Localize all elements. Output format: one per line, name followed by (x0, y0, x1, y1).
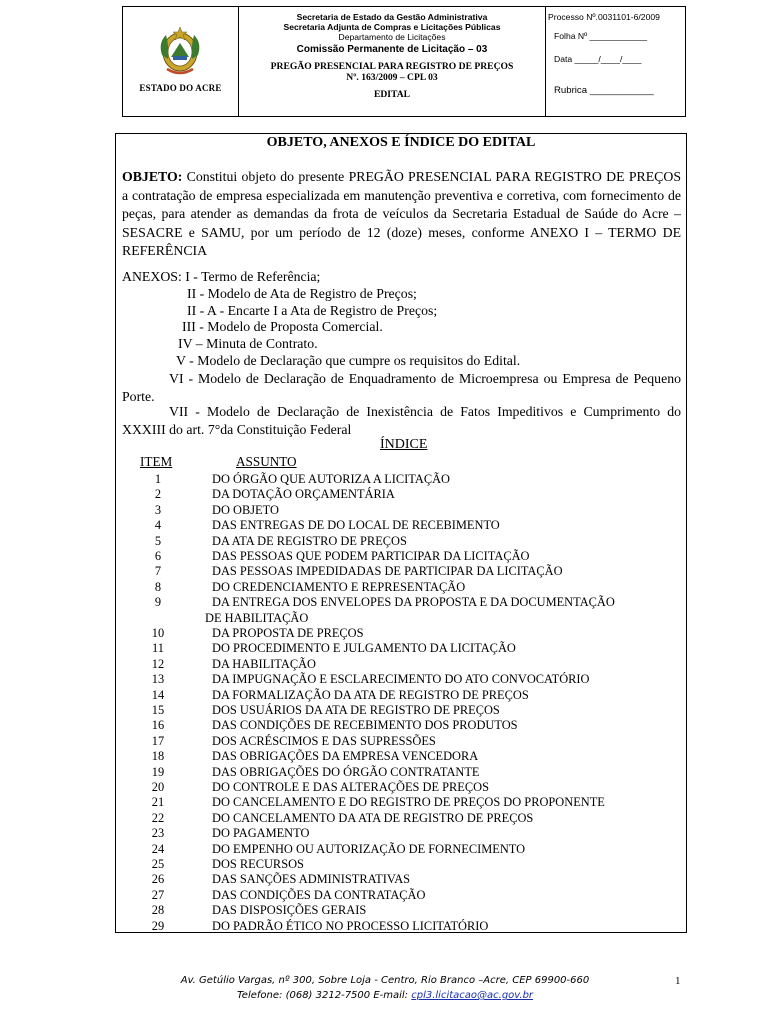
objeto-text: Constitui objeto do presente PREGÃO PRESENCIAL PARA REGISTRO DE PREÇOS a contratação de empresa especializada em manutenção preventiva e corretiva, com fornecimento de peças, para atender as demandas da frota de veículos da Secretaria Estadual de Saúde do Acre – SESACRE e SAMU, por um período de 12 (doze) meses, conforme ANEXO I – TERMO DE REFERÊNCIA (122, 169, 681, 258)
index-item-subject: DAS DISPOSIÇÕES GERAIS (212, 903, 367, 918)
department-line: Departamento de Licitações (338, 32, 446, 42)
index-item-subject: DOS ACRÉSCIMOS E DAS SUPRESSÕES (212, 733, 436, 748)
index-item-subject: DA DOTAÇÃO ORÇAMENTÁRIA (212, 487, 395, 502)
index-item-subject: DO CONTROLE E DAS ALTERAÇÕES DE PREÇOS (212, 780, 489, 794)
index-item-subject: DO PAGAMENTO (212, 826, 310, 841)
index-item-number: 21 (151, 795, 165, 810)
initials-field: Rubrica ____________ (554, 85, 654, 96)
footer-address: Av. Getúlio Vargas, nº 300, Sobre Loja - Centro, Rio Branco –Acre, CEP 69900-660 (180, 975, 590, 986)
process-number: Processo Nº.0031101-6/2009 (548, 12, 660, 22)
objeto-label: OBJETO: (122, 169, 183, 184)
index-item-number: 27 (151, 887, 165, 902)
index-column-item: ITEM (140, 454, 173, 469)
index-item-number: 13 (151, 672, 165, 687)
sheet-number-field: Folha Nº ____________ (554, 31, 647, 41)
annex-item-2: II - Modelo de Ata de Registro de Preços; (187, 286, 417, 301)
index-item-number: 3 (154, 502, 162, 517)
objeto-paragraph (122, 168, 681, 261)
index-item-subject: DAS ENTREGAS DE DO LOCAL DE RECEBIMENTO (212, 518, 500, 533)
index-item-subject: DOS RECURSOS (212, 857, 304, 871)
index-item-number: 12 (151, 656, 165, 671)
index-item-number: 16 (151, 718, 165, 733)
index-item-number: 10 (151, 626, 165, 640)
index-item-subject: DO OBJETO (212, 502, 279, 517)
header-emblem-cell (123, 7, 239, 116)
index-item-number: 5 (154, 533, 162, 548)
header-title-cell (239, 7, 546, 116)
index-item-subject: DO CANCELAMENTO DA ATA DE REGISTRO DE PREÇOS (212, 810, 534, 825)
index-item-number: 9 (154, 595, 162, 610)
index-item-subject-continuation: DE HABILITAÇÃO (205, 610, 309, 625)
index-item-subject: DA PROPOSTA DE PREÇOS (212, 626, 364, 640)
index-item-number: 25 (151, 857, 165, 871)
index-item-number: 29 (151, 918, 165, 933)
index-item-subject: DAS OBRIGAÇÕES DA EMPRESA VENCEDORA (212, 749, 479, 764)
sub-secretariat-line: Secretaria Adjunta de Compras e Licitações Públicas (283, 22, 501, 32)
annex-item-5: V - Modelo de Declaração que cumpre os requisitos do Edital. (176, 353, 521, 368)
pregao-number: Nº. 163/2009 – CPL 03 (346, 72, 438, 83)
index-item-subject: DO EMPENHO OU AUTORIZAÇÃO DE FORNECIMENTO (212, 841, 526, 856)
footer-phone: Telefone: (068) 3212-7500 E-mail: (236, 990, 412, 1001)
index-column-subject: ASSUNTO (236, 454, 297, 469)
index-item-number: 6 (154, 549, 162, 563)
index-item-subject: DA ENTREGA DOS ENVELOPES DA PROPOSTA E DA DOCUMENTAÇÃO (212, 595, 615, 610)
index-item-number: 23 (151, 826, 165, 841)
annex-item-2a: II - A - Encarte I a Ata de Registro de Preços; (187, 303, 438, 318)
acre-coat-of-arms-icon (157, 25, 203, 77)
annex-item-4: IV – Minuta de Contrato. (178, 336, 318, 351)
document-header (122, 6, 686, 117)
index-item-subject: DAS CONDIÇÕES DE RECEBIMENTO DOS PRODUTOS (212, 718, 518, 733)
header-process-cell (546, 7, 685, 116)
index-item-subject: DAS OBRIGAÇÕES DO ÓRGÃO CONTRATANTE (212, 764, 480, 779)
index-item-subject: DA HABILITAÇÃO (212, 656, 316, 671)
secretariat-line: Secretaria de Estado da Gestão Administrativa (296, 12, 488, 22)
index-item-number: 1 (154, 472, 162, 486)
index-item-number: 11 (152, 641, 164, 656)
index-item-number: 14 (151, 687, 165, 702)
index-item-subject: DO ÓRGÃO QUE AUTORIZA A LICITAÇÃO (212, 472, 450, 486)
commission-line: Comissão Permanente de Licitação – 03 (296, 44, 488, 55)
index-item-subject: DO PADRÃO ÉTICO NO PROCESSO LICITATÓRIO (212, 918, 489, 933)
edital-label: EDITAL (373, 89, 411, 100)
annex-item-7: VII - Modelo de Declaração de Inexistência de Fatos Impeditivos e Cumprimento do XXXIII do art. 7°da Constituição Federal (122, 404, 681, 437)
footer-email-link[interactable]: cpl3.licitacao@ac.gov.br (411, 990, 534, 1001)
index-item-number: 18 (151, 749, 165, 764)
index-item-number: 4 (154, 518, 162, 533)
state-label: ESTADO DO ACRE (139, 83, 222, 93)
annex-item-3: III - Modelo de Proposta Comercial. (182, 319, 383, 334)
section-title: OBJETO, ANEXOS E ÍNDICE DO EDITAL (266, 135, 536, 150)
footer-contact (0, 990, 770, 1001)
index-item-number: 28 (151, 903, 165, 918)
index-item-number: 22 (151, 810, 165, 825)
index-item-number: 26 (151, 872, 165, 887)
index-item-number: 15 (151, 703, 165, 717)
index-item-subject: DOS USUÁRIOS DA ATA DE REGISTRO DE PREÇOS (212, 703, 500, 717)
annex-item-1: ANEXOS: I - Termo de Referência; (122, 269, 321, 284)
index-item-number: 17 (151, 733, 165, 748)
index-item-subject: DA ATA DE REGISTRO DE PREÇOS (212, 533, 407, 548)
index-item-subject: DA IMPUGNAÇÃO E ESCLARECIMENTO DO ATO CONVOCATÓRIO (212, 672, 590, 687)
annex-item-6: VI - Modelo de Declaração de Enquadramento de Microempresa ou Empresa de Pequeno Porte. (122, 371, 681, 404)
date-field: Data _____/____/____ (554, 54, 642, 64)
index-item-number: 8 (154, 579, 162, 594)
index-item-number: 20 (151, 780, 165, 794)
index-item-subject: DAS PESSOAS IMPEDIDADAS DE PARTICIPAR DA LICITAÇÃO (212, 564, 563, 579)
index-item-number: 24 (151, 841, 165, 856)
index-item-subject: DO PROCEDIMENTO E JULGAMENTO DA LICITAÇÃO (212, 641, 516, 656)
index-item-number: 19 (151, 764, 165, 779)
index-item-subject: DA FORMALIZAÇÃO DA ATA DE REGISTRO DE PREÇOS (212, 687, 529, 702)
page-number: 1 (675, 975, 681, 987)
pregao-title: PREGÃO PRESENCIAL PARA REGISTRO DE PREÇOS (270, 61, 514, 72)
index-item-subject: DO CANCELAMENTO E DO REGISTRO DE PREÇOS DO PROPONENTE (212, 795, 605, 810)
index-item-subject: DAS PESSOAS QUE PODEM PARTICIPAR DA LICITAÇÃO (212, 549, 530, 563)
index-item-subject: DO CREDENCIAMENTO E REPRESENTAÇÃO (212, 579, 466, 594)
index-title: ÍNDICE (380, 437, 428, 452)
index-item-subject: DAS SANÇÕES ADMINISTRATIVAS (212, 872, 411, 887)
index-item-subject: DAS CONDIÇÕES DA CONTRATAÇÃO (212, 887, 426, 902)
index-item-number: 7 (154, 564, 162, 579)
index-item-number: 2 (154, 487, 162, 502)
